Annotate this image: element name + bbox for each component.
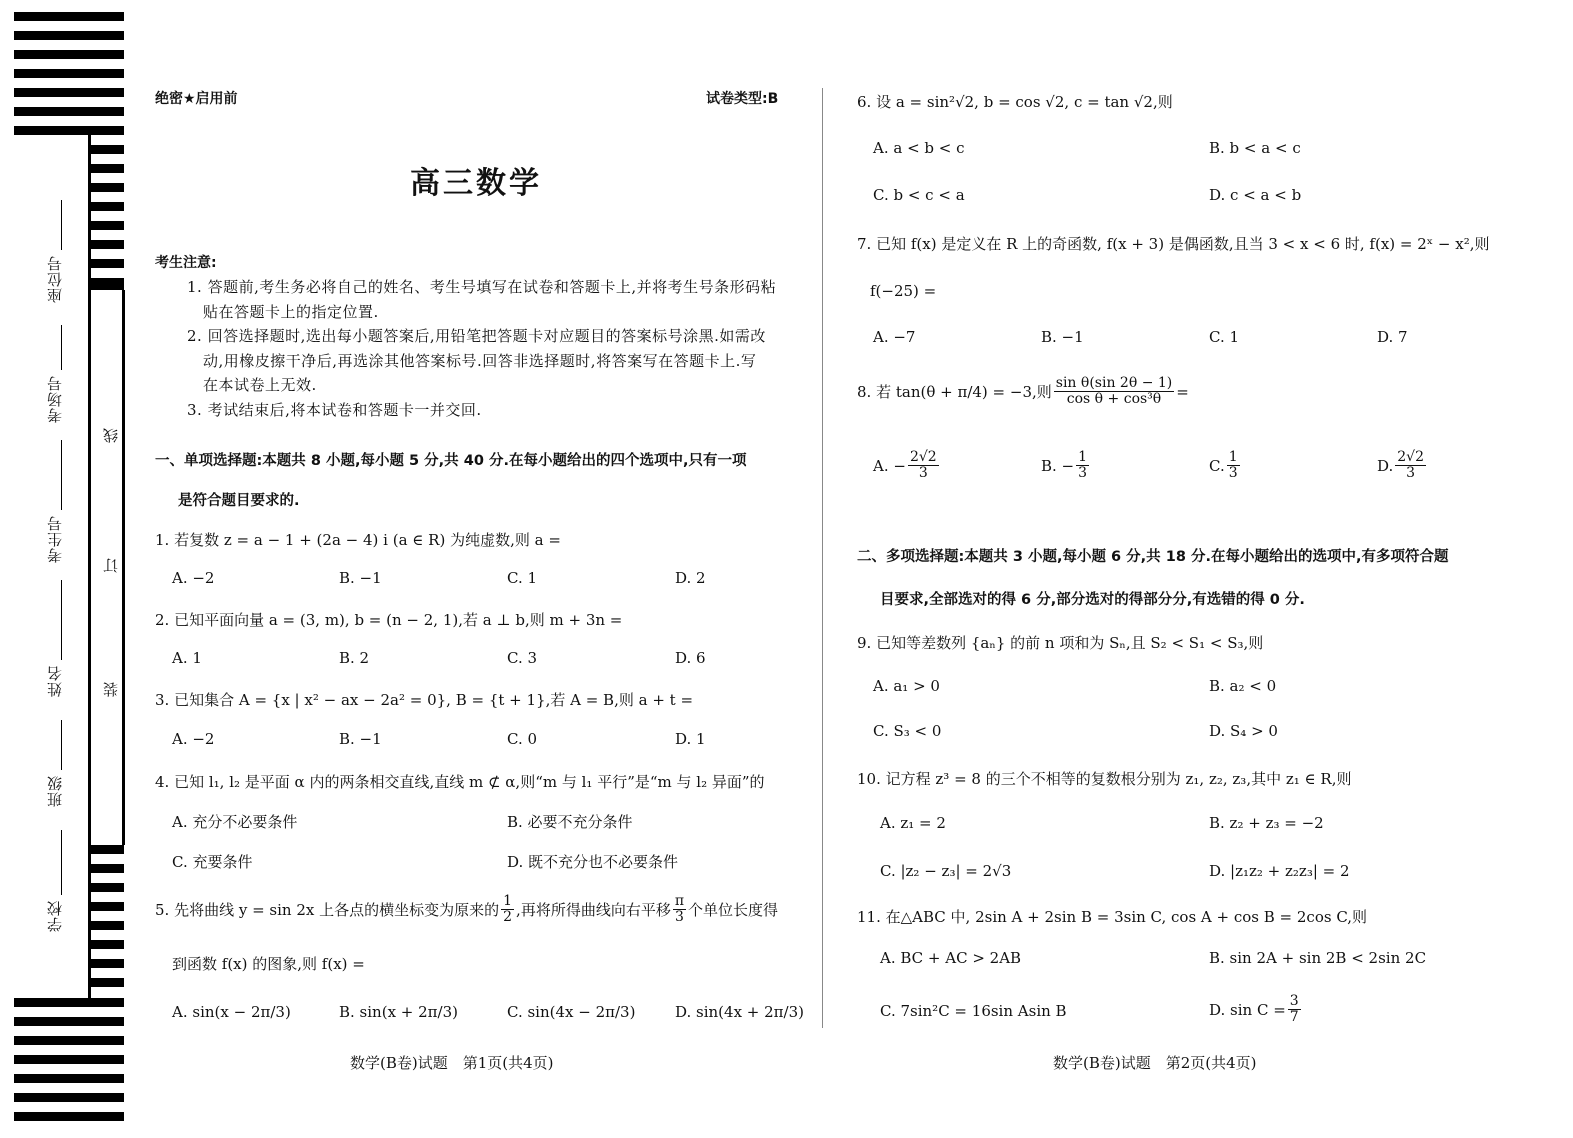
question-8-stem-part: = <box>1176 382 1189 401</box>
question-6-option-b[interactable]: B. b < a < c <box>1209 139 1301 157</box>
question-8-stem-part: 8. 若 tan(θ + π/4) = −3,则 <box>857 383 1052 402</box>
note-line: 3. 考试结束后,将本试卷和答题卡一并交回. <box>187 401 482 419</box>
question-8-option-b[interactable] <box>1041 450 1091 482</box>
question-5-option-d[interactable]: D. sin(4x + 2π/3) <box>675 1003 804 1021</box>
barcode-bar <box>14 1112 124 1121</box>
fraction <box>673 894 686 926</box>
barcode-bar <box>91 145 124 154</box>
barcode-bar <box>14 1017 124 1026</box>
fraction-denominator: 3 <box>1078 465 1088 482</box>
question-1-option-c[interactable]: C. 1 <box>507 569 538 587</box>
note-line: 2. 回答选择题时,选出每小题答案后,用铅笔把答题卡对应题目的答案标号涂黑.如需改 <box>187 327 766 345</box>
question-7-stem-cont: f(−25) = <box>870 282 937 300</box>
question-6-option-a[interactable]: A. a < b < c <box>873 139 965 157</box>
binding-strip <box>0 0 140 1138</box>
question-2-option-b[interactable]: B. 2 <box>339 649 370 667</box>
question-10-option-c[interactable]: C. |z₂ − z₃| = 2√3 <box>880 862 1012 880</box>
question-9-stem: 9. 已知等差数列 {aₙ} 的前 n 项和为 Sₙ,且 S₂ < S₁ < S₃,则 <box>857 634 1264 652</box>
fraction <box>1227 450 1240 482</box>
question-9-option-b[interactable]: B. a₂ < 0 <box>1209 677 1277 695</box>
question-5-stem <box>155 894 778 926</box>
barcode-bar <box>91 278 124 290</box>
fraction-numerator: 2√2 <box>1397 449 1425 465</box>
exam-room-blank[interactable] <box>61 325 62 370</box>
barcode-bar <box>91 183 124 192</box>
page-2-footer: 数学(B卷)试题 第2页(共4页) <box>1053 1054 1257 1072</box>
barcode-bar <box>91 240 124 249</box>
question-1-option-b[interactable]: B. −1 <box>339 569 382 587</box>
barcode-bar <box>91 883 124 892</box>
barcode-bar <box>14 69 124 78</box>
option-label: A. − <box>873 456 906 475</box>
question-7-stem: 7. 已知 f(x) 是定义在 R 上的奇函数, f(x + 3) 是偶函数,且当 3 < x < 6 时, f(x) = 2ˣ − x²,则 <box>857 235 1490 253</box>
option-label: B. − <box>1041 456 1075 475</box>
fraction-denominator: cos θ + cos³θ <box>1066 391 1162 408</box>
binding-rule <box>122 290 125 845</box>
question-1-option-d[interactable]: D. 2 <box>675 569 706 587</box>
question-6-option-d[interactable]: D. c < a < b <box>1209 186 1302 204</box>
question-10-option-d[interactable]: D. |z₁z₂ + z₂z₃| = 2 <box>1209 862 1350 880</box>
note-line: 动,用橡皮擦干净后,再选涂其他答案标号.回答非选择题时,将答案写在答题卡上.写 <box>203 352 757 370</box>
fraction <box>1054 376 1174 408</box>
barcode-bar <box>91 845 124 854</box>
fraction-numerator: π <box>674 893 685 909</box>
fraction-denominator: 3 <box>674 909 684 926</box>
exam-room-label: 考场号 <box>46 375 64 423</box>
note-line: 贴在答题卡上的指定位置. <box>203 303 379 321</box>
question-5-stem-part: ,再将所得曲线向右平移 <box>516 901 671 920</box>
barcode-bar <box>91 902 124 911</box>
question-7-option-c[interactable]: C. 1 <box>1209 328 1240 346</box>
fraction-numerator: 3 <box>1289 993 1299 1009</box>
section1-heading: 一、单项选择题:本题共 8 小题,每小题 5 分,共 40 分.在每小题给出的四个选项中,只有一项 <box>155 453 747 469</box>
barcode-bar <box>91 959 124 968</box>
question-4-option-d[interactable]: D. 既不充分也不必要条件 <box>507 853 679 871</box>
question-9-option-c[interactable]: C. S₃ < 0 <box>873 722 942 740</box>
notes-heading: 考生注意: <box>155 255 217 271</box>
candidate-number-blank[interactable] <box>61 440 62 510</box>
question-5-stem-part: 个单位长度得 <box>688 901 779 920</box>
fraction <box>1395 450 1426 482</box>
school-label: 学校 <box>46 900 64 932</box>
question-5-stem-part: 5. 先将曲线 y = sin 2x 上各点的横坐标变为原来的 <box>155 901 500 920</box>
fraction-denominator: 3 <box>1228 465 1238 482</box>
question-4-option-b[interactable]: B. 必要不充分条件 <box>507 813 633 831</box>
page-title: 高三数学 <box>410 166 542 201</box>
question-3-option-d[interactable]: D. 1 <box>675 730 706 748</box>
barcode-bar <box>91 978 124 987</box>
class-blank[interactable] <box>61 720 62 770</box>
fraction-numerator: 1 <box>1228 449 1238 465</box>
question-11-stem: 11. 在△ABC 中, 2sin A + 2sin B = 3sin C, cos A + cos B = 2cos C,则 <box>857 908 1368 926</box>
paper-type: 试卷类型:B <box>706 91 779 107</box>
binding-mark-staple: 订 <box>102 558 120 573</box>
fraction <box>1076 450 1089 482</box>
seat-number-label: 座位号 <box>46 255 64 303</box>
barcode-bar <box>14 1074 124 1083</box>
page-divider <box>822 88 823 1028</box>
question-11-option-c[interactable]: C. 7sin²C = 16sin Asin B <box>880 1002 1067 1020</box>
question-3-option-b[interactable]: B. −1 <box>339 730 382 748</box>
question-8-option-d[interactable] <box>1377 450 1428 482</box>
barcode-bar <box>91 259 124 268</box>
question-4-stem: 4. 已知 l₁, l₂ 是平面 α 内的两条相交直线,直线 m ⊄ α,则“m 与 l₁ 平行”是“m 与 l₂ 异面”的 <box>155 773 765 791</box>
fraction-numerator: 1 <box>1078 449 1088 465</box>
barcode-bar <box>14 1093 124 1102</box>
fraction-denominator: 3 <box>1406 465 1416 482</box>
question-4-option-c[interactable]: C. 充要条件 <box>172 853 253 871</box>
note-line: 在本试卷上无效. <box>203 376 317 394</box>
option-label: C. <box>1209 456 1225 475</box>
fraction-numerator: sin θ(sin 2θ − 1) <box>1055 375 1173 391</box>
section2-heading: 二、多项选择题:本题共 3 小题,每小题 6 分,共 18 分.在每小题给出的选项中,有多项符合题 <box>857 549 1449 565</box>
question-2-option-a[interactable]: A. 1 <box>172 649 202 667</box>
question-6-option-c[interactable]: C. b < c < a <box>873 186 965 204</box>
option-label: D. <box>1377 456 1394 475</box>
barcode-bar <box>14 1055 124 1064</box>
barcode-bar <box>14 31 124 40</box>
barcode-bar <box>14 1036 124 1045</box>
barcode-bar <box>91 921 124 930</box>
fraction <box>908 450 939 482</box>
name-blank[interactable] <box>61 580 62 660</box>
fraction-numerator: 1 <box>503 893 513 909</box>
fraction-denominator: 2 <box>503 909 513 926</box>
question-2-option-d[interactable]: D. 6 <box>675 649 706 667</box>
barcode-bar <box>14 126 124 135</box>
question-10-option-b[interactable]: B. z₂ + z₃ = −2 <box>1209 814 1324 832</box>
seat-number-blank[interactable] <box>61 200 62 250</box>
option-label: D. sin C = <box>1209 1000 1286 1019</box>
question-3-stem: 3. 已知集合 A = {x | x² − ax − 2a² = 0}, B = {t + 1},若 A = B,则 a + t = <box>155 691 694 709</box>
confidential-mark: 绝密★启用前 <box>155 91 238 107</box>
question-5-option-a[interactable]: A. sin(x − 2π/3) <box>172 1003 291 1021</box>
fraction-denominator: 3 <box>918 465 928 482</box>
question-11-option-a[interactable]: A. BC + AC > 2AB <box>880 949 1022 967</box>
question-7-option-d[interactable]: D. 7 <box>1377 328 1408 346</box>
barcode-bar <box>91 864 124 873</box>
question-10-stem: 10. 记方程 z³ = 8 的三个不相等的复数根分别为 z₁, z₂, z₃,其中 z₁ ∈ R,则 <box>857 770 1352 788</box>
question-3-option-a[interactable]: A. −2 <box>172 730 215 748</box>
candidate-number-label: 考生号 <box>46 515 64 563</box>
question-1-stem: 1. 若复数 z = a − 1 + (2a − 4) i (a ∈ R) 为纯虚数,则 a = <box>155 531 561 549</box>
question-8-stem <box>857 376 1189 408</box>
page-1-footer: 数学(B卷)试题 第1页(共4页) <box>350 1054 554 1072</box>
question-11-option-d[interactable] <box>1209 994 1303 1026</box>
question-5-stem-cont: 到函数 f(x) 的图象,则 f(x) = <box>172 955 365 973</box>
barcode-bar <box>91 221 124 230</box>
barcode-bar <box>14 88 124 97</box>
name-label: 姓名 <box>46 665 64 697</box>
question-6-stem: 6. 设 a = sin²√2, b = cos √2, c = tan √2,则 <box>857 93 1173 111</box>
fraction-denominator: 7 <box>1289 1009 1299 1026</box>
question-9-option-d[interactable]: D. S₄ > 0 <box>1209 722 1278 740</box>
question-7-option-b[interactable]: B. −1 <box>1041 328 1084 346</box>
barcode-bar <box>91 202 124 211</box>
barcode-bar <box>91 164 124 173</box>
fraction <box>501 894 514 926</box>
fraction-numerator: 2√2 <box>909 449 937 465</box>
question-5-option-c[interactable]: C. sin(4x − 2π/3) <box>507 1003 636 1021</box>
binding-mark-bind: 装 <box>102 682 120 697</box>
question-2-stem: 2. 已知平面向量 a = (3, m), b = (n − 2, 1),若 a ⊥ b,则 m + 3n = <box>155 611 623 629</box>
fraction <box>1288 994 1301 1026</box>
section2-heading-cont: 目要求,全部选对的得 6 分,部分选对的得部分分,有选错的得 0 分. <box>880 592 1305 608</box>
question-8-option-c[interactable] <box>1209 450 1242 482</box>
question-9-option-a[interactable]: A. a₁ > 0 <box>873 677 940 695</box>
barcode-bar <box>14 50 124 59</box>
binding-mark-line: 线 <box>102 428 120 443</box>
question-4-option-a[interactable]: A. 充分不必要条件 <box>172 813 298 831</box>
barcode-bar <box>14 12 124 21</box>
section1-heading-cont: 是符合题目要求的. <box>178 493 300 509</box>
school-blank[interactable] <box>61 830 62 895</box>
class-label: 班级 <box>46 775 64 807</box>
note-line: 1. 答题前,考生务必将自己的姓名、考生号填写在试卷和答题卡上,并将考生号条形码粘 <box>187 278 777 296</box>
barcode-bar <box>14 998 124 1007</box>
question-10-option-a[interactable]: A. z₁ = 2 <box>880 814 946 832</box>
question-1-option-a[interactable]: A. −2 <box>172 569 215 587</box>
question-5-option-b[interactable]: B. sin(x + 2π/3) <box>339 1003 458 1021</box>
question-8-option-a[interactable] <box>873 450 941 482</box>
barcode-bar <box>14 107 124 116</box>
barcode-bar <box>91 940 124 949</box>
question-2-option-c[interactable]: C. 3 <box>507 649 538 667</box>
question-7-option-a[interactable]: A. −7 <box>873 328 916 346</box>
question-11-option-b[interactable]: B. sin 2A + sin 2B < 2sin 2C <box>1209 949 1427 967</box>
question-3-option-c[interactable]: C. 0 <box>507 730 538 748</box>
